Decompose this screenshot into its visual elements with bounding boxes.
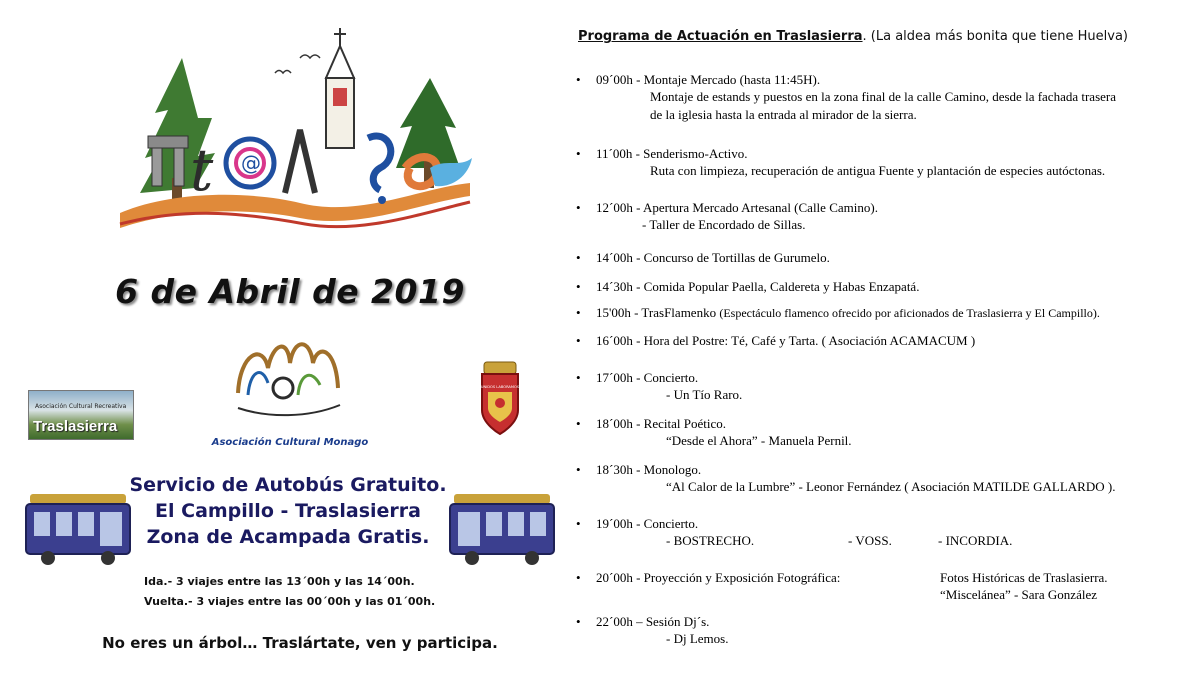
svg-text:@: @ xyxy=(241,151,261,175)
traslasierra-association-badge xyxy=(28,390,134,440)
bus-line-3: Zona de Acampada Gratis. xyxy=(146,526,430,548)
program-header xyxy=(578,29,1128,44)
schedule-item xyxy=(572,614,728,648)
schedule-item xyxy=(572,416,852,450)
schedule-item xyxy=(572,200,878,234)
monago-association-logo xyxy=(228,333,348,423)
schedule-item xyxy=(572,370,742,404)
schedule-item-main: • 18´00h - Recital Poético. xyxy=(572,416,852,432)
bus-line-1: Servicio de Autobús Gratuito. xyxy=(129,474,447,496)
slogan: No eres un árbol… Traslártate, ven y participa. xyxy=(102,634,498,652)
schedule-item-detail: - Dj Lemos. xyxy=(666,631,729,646)
schedule-item-main: • 11´00h - Senderismo-Activo. xyxy=(572,146,1105,162)
schedule-item-detail: - Taller de Encordado de Sillas. xyxy=(642,217,806,232)
schedule-item xyxy=(572,250,830,266)
trip-ida: Ida.- 3 viajes entre las 13´00h y las 14´00h. xyxy=(144,575,415,588)
trip-vuelta: Vuelta.- 3 viajes entre las 00´00h y las 01´00h. xyxy=(144,595,436,608)
schedule-item-note: (Espectáculo flamenco ofrecido por aficionados de Traslasierra y El Campillo). xyxy=(719,306,1100,320)
schedule-item-main: • 12´00h - Apertura Mercado Artesanal (Calle Camino). xyxy=(572,200,878,216)
badge-big-text: Traslasierra xyxy=(33,418,118,435)
schedule-item-main: • 14´00h - Concurso de Tortillas de Gurumelo. xyxy=(572,250,830,266)
schedule-item-main: • 17´00h - Concierto. xyxy=(572,370,742,386)
schedule-item-main: • 19´00h - Concierto. xyxy=(572,516,1192,532)
schedule-item-main: • 09´00h - Montaje Mercado (hasta 11:45H). xyxy=(572,72,1116,88)
program-subtitle: . (La aldea más bonita que tiene Huelva) xyxy=(862,29,1128,44)
schedule-item-detail: “Miscelánea” - Sara González xyxy=(940,587,1097,602)
schedule-item xyxy=(572,516,1192,556)
bus-line-2: El Campillo - Traslasierra xyxy=(155,500,421,522)
schedule-item-main: • 14´30h - Comida Popular Paella, Caldereta y Habas Enzapatá. xyxy=(572,279,919,295)
schedule-item-detail: “Al Calor de la Lumbre” - Leonor Fernández ( Asociación MATILDE GALLARDO ). xyxy=(666,479,1116,494)
schedule-item xyxy=(572,462,1115,496)
tram-icon xyxy=(22,486,134,568)
svg-text:t: t xyxy=(190,136,214,204)
shield-motto: UNIDOS LABORAMOS xyxy=(480,385,520,389)
schedule-item-main xyxy=(572,305,1100,321)
schedule-item xyxy=(572,333,975,349)
schedule-item-detail: “Desde el Ahora” - Manuela Pernil. xyxy=(666,433,852,448)
schedule-item xyxy=(572,279,919,295)
tram-icon xyxy=(446,486,558,568)
band-name: - BOSTRECHO. xyxy=(666,533,755,548)
schedule-item xyxy=(572,72,1116,124)
schedule-item xyxy=(572,305,1100,321)
schedule-item xyxy=(572,146,1105,180)
schedule-item-main: • 22´00h – Sesión Dj´s. xyxy=(572,614,728,630)
schedule-item-time: 15'00h - TrasFlamenko xyxy=(596,305,720,320)
monago-caption: Asociación Cultural Monago xyxy=(211,437,369,448)
traslasierra-logo-art xyxy=(100,18,480,243)
badge-small-text: Asociación Cultural Recreativa xyxy=(35,403,127,410)
program-title: Programa de Actuación en Traslasierra xyxy=(578,29,863,44)
band-name: - VOSS. xyxy=(848,533,892,548)
schedule-item-detail: Fotos Históricas de Traslasierra. xyxy=(940,570,1108,585)
schedule-item xyxy=(572,570,1192,610)
schedule-item-detail: de la iglesia hasta la entrada al mirador de la sierra. xyxy=(650,107,917,122)
band-name: - INCORDIA. xyxy=(938,533,1013,548)
town-shield-icon xyxy=(476,358,524,440)
event-date: 6 de Abril de 2019 xyxy=(115,272,465,311)
schedule-item-main: • 18´30h - Monologo. xyxy=(572,462,1115,478)
schedule-item-detail: Montaje de estands y puestos en la zona final de la calle Camino, desde la fachada trasera xyxy=(650,89,1117,104)
schedule-item-main: • 20´00h - Proyección y Exposición Fotográfica: xyxy=(572,570,1192,586)
schedule-item-detail: Ruta con limpieza, recuperación de antigua Fuente y plantación de especies autóctonas. xyxy=(650,163,1106,178)
bus-service-heading xyxy=(128,472,448,550)
trip-schedule xyxy=(144,572,435,612)
church-tower-icon xyxy=(326,28,354,148)
schedule-item-main: • 16´00h - Hora del Postre: Té, Café y Tarta. ( Asociación ACAMACUM ) xyxy=(572,333,975,349)
schedule-item-detail: - Un Tío Raro. xyxy=(666,387,743,402)
